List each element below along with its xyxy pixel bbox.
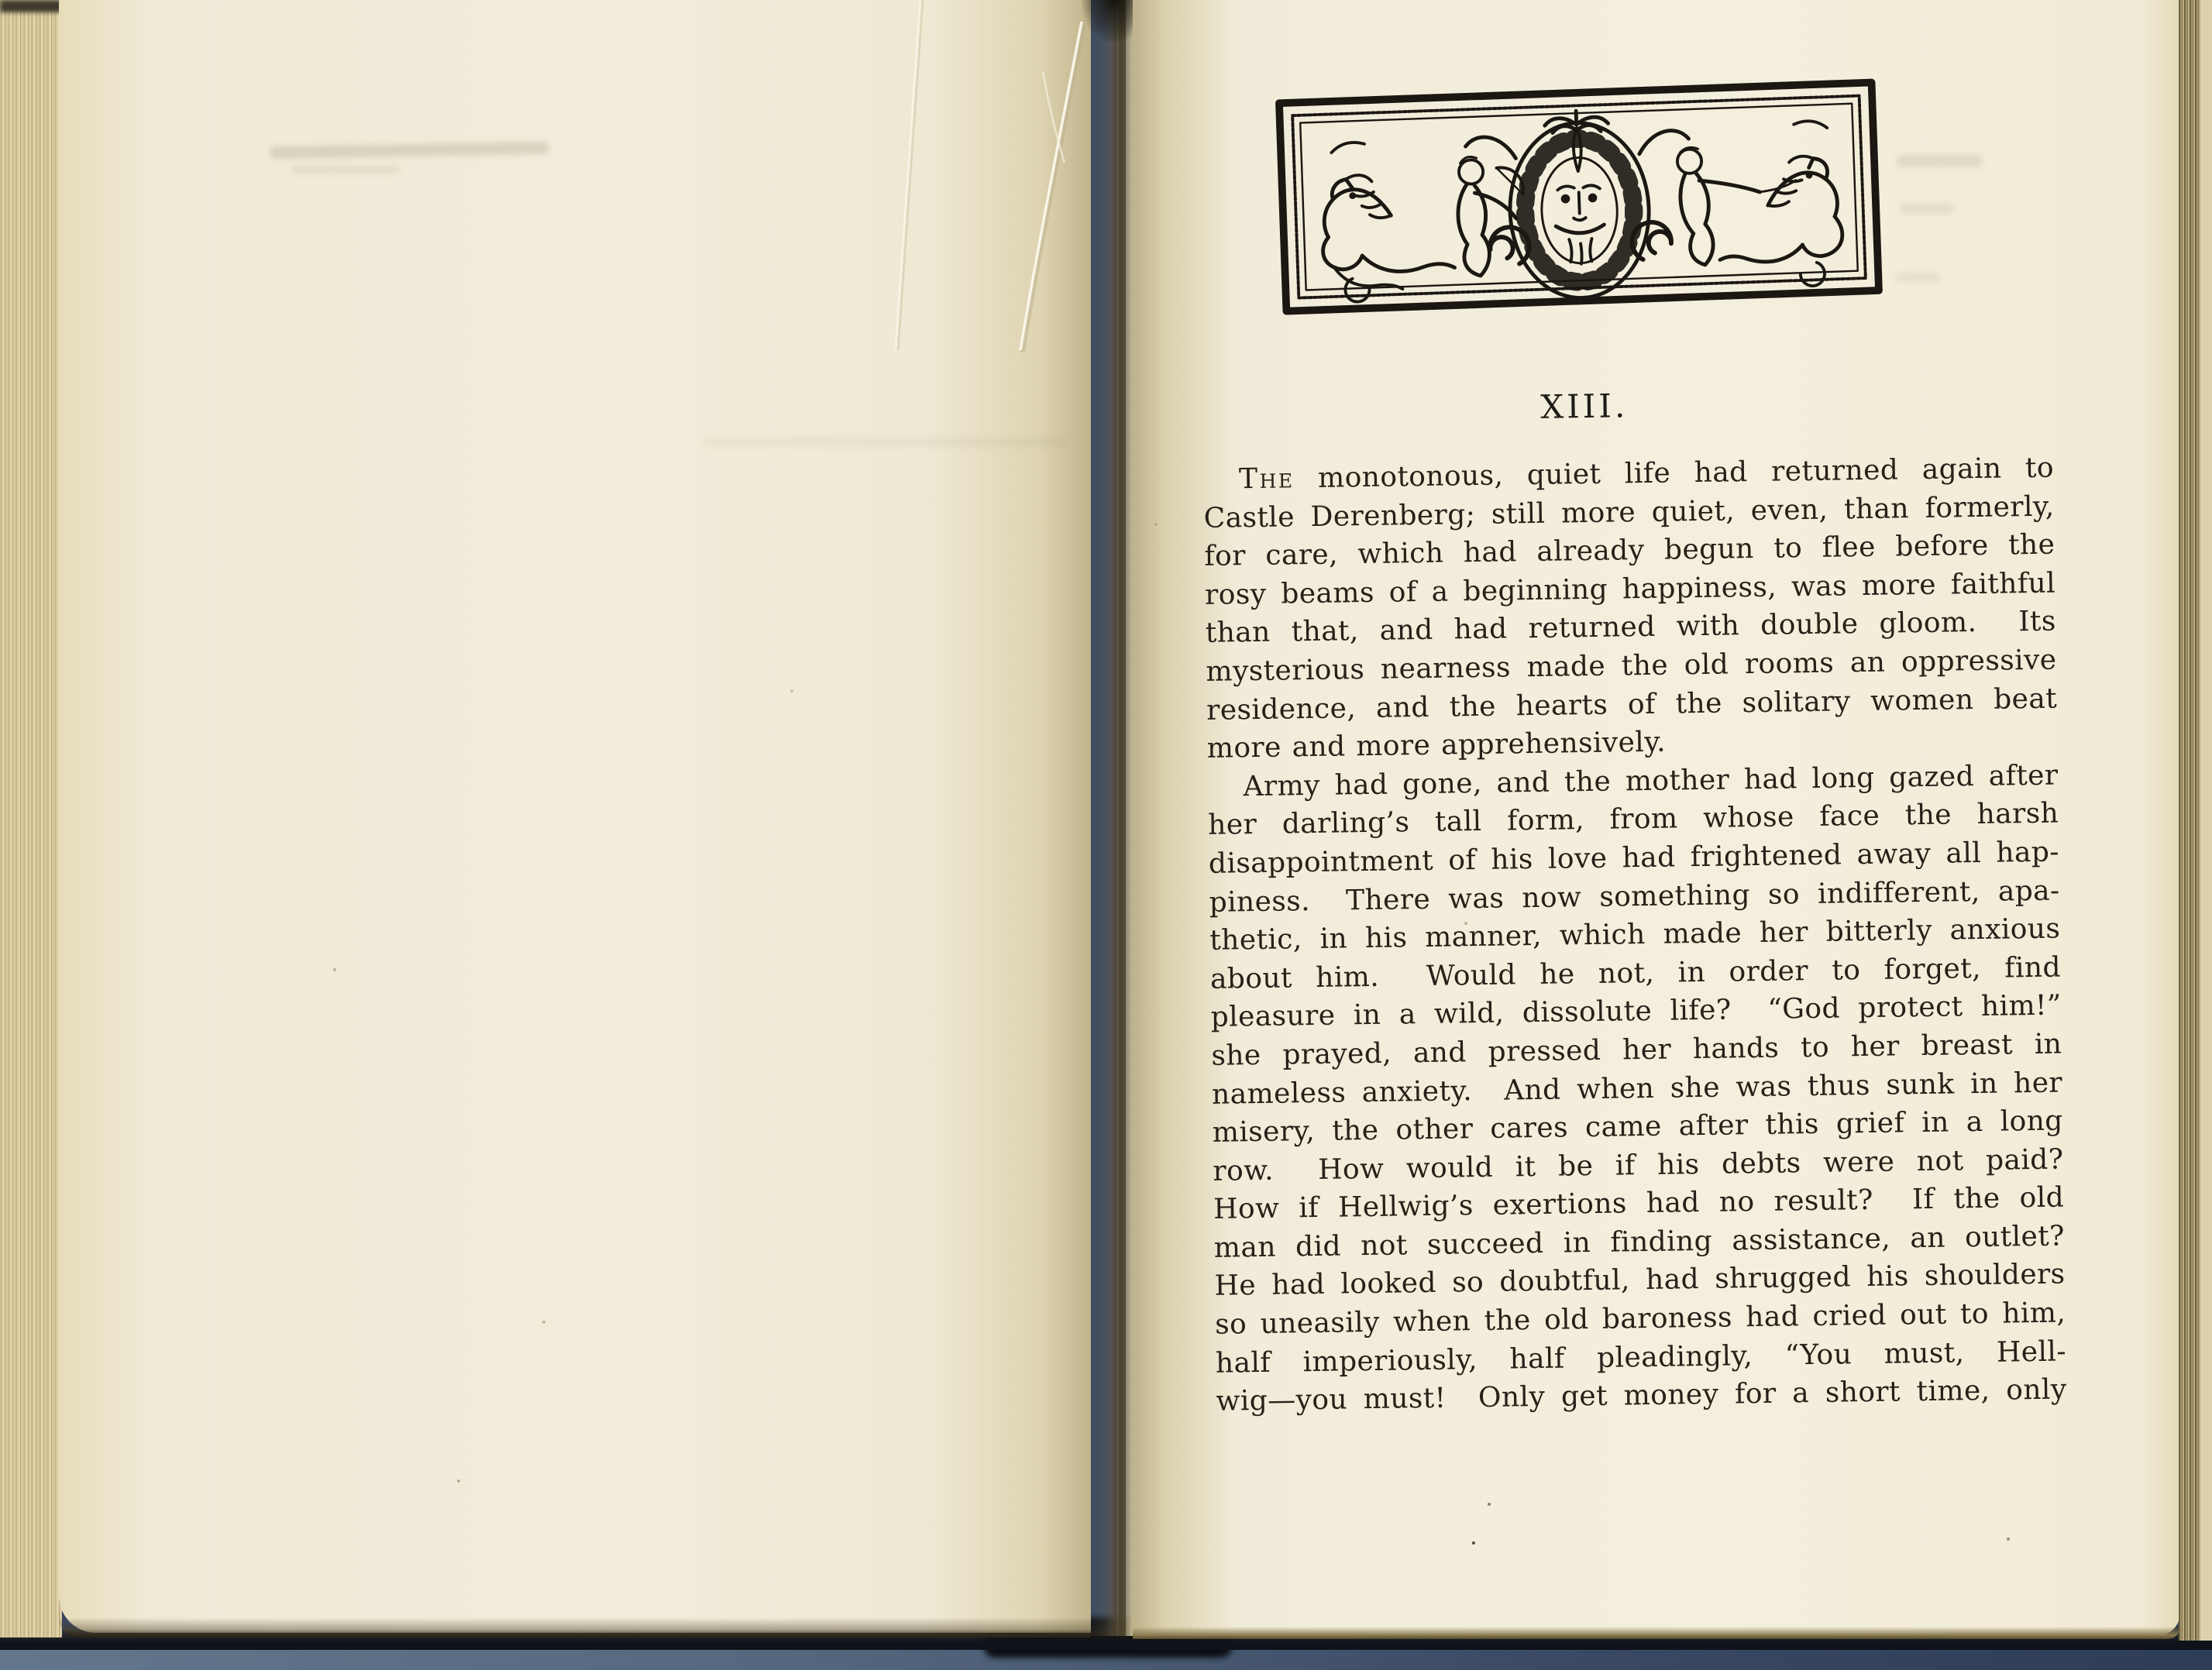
- text-line: pleasure in a wild, dissolute life? “God protect him!”: [1210, 989, 2062, 1034]
- text-line: half imperiously, half pleadingly, “You must, Hell-: [1215, 1335, 2067, 1380]
- text-line: wig—you must! Only get money for a short time, only: [1216, 1373, 2067, 1418]
- text-line: mysterious nearness made the old rooms an oppressive: [1206, 644, 2057, 688]
- chapter-heading: XIII.: [1539, 387, 1629, 426]
- text-line: piness. There was now something so indifferent, apa-: [1209, 875, 2060, 919]
- text-line: for care, which had already begun to flee before the: [1204, 528, 2055, 573]
- text-line: The monotonous, quiet life had returned again to: [1238, 452, 2055, 496]
- text-line: How if Hellwig’s exertions had no result? If the old: [1213, 1181, 2065, 1226]
- text-line: nameless anxiety. And when she was thus sunk in her: [1211, 1067, 2063, 1111]
- text-line: misery, the other cares came after this grief in a long: [1212, 1105, 2063, 1149]
- text-line: row. How would it be if his debts were not paid?: [1213, 1143, 2064, 1187]
- text-line: about him. Would he not, in order to forget, find: [1209, 951, 2062, 995]
- text-line: thetic, in his manner, which made her bitterly anxious: [1209, 912, 2061, 957]
- text-line: Castle Derenberg; still more quiet, even, than formerly,: [1203, 490, 2055, 534]
- cherubs-seahorses-mask-headpiece-icon: [1266, 73, 1892, 321]
- body-text: [1203, 449, 2067, 1421]
- text-line: He had looked so doubtful, had shrugged his shoulders: [1214, 1258, 2066, 1303]
- text-line: her darling’s tall form, from whose face the harsh: [1207, 797, 2059, 842]
- text-line: Army had gone, and the mother had long gazed after: [1243, 759, 2059, 802]
- text-line: than that, and had returned with double gloom. Its: [1205, 605, 2056, 650]
- text-line: she prayed, and pressed her hands to her breast in: [1211, 1028, 2062, 1072]
- text-line: man did not succeed in finding assistance, an outlet?: [1213, 1220, 2066, 1264]
- text-line: disappointment of his love had frightened away all hap-: [1208, 836, 2060, 880]
- text-line: rosy beams of a beginning happiness, was more faithful: [1204, 567, 2056, 611]
- text-line: more and more apprehensively.: [1206, 726, 1667, 765]
- text-line: residence, and the hearts of the solitary women beat: [1206, 682, 2058, 727]
- small-caps-lead: The: [1238, 462, 1295, 496]
- text-line: so uneasily when the old baroness had cried out to him,: [1214, 1297, 2066, 1341]
